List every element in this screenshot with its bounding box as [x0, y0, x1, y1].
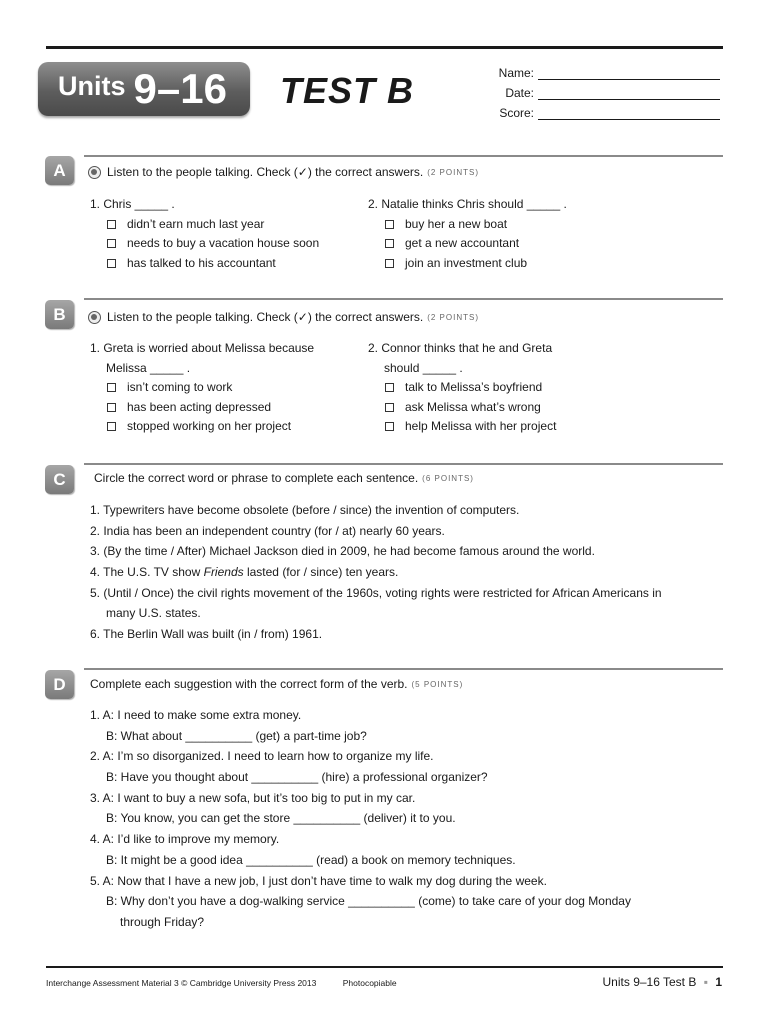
units-badge — [38, 62, 250, 116]
checkbox-icon[interactable] — [385, 220, 394, 229]
option-text: join an investment club — [405, 255, 528, 270]
section-d-rule — [84, 668, 723, 670]
section-b-instruction-text: Listen to the people talking. Check (✓) the correct answers. — [107, 310, 424, 324]
section-d-points: (5 POINTS) — [411, 679, 464, 689]
section-a-instruction-text: Listen to the people talking. Check (✓) the correct answers. — [107, 165, 424, 179]
test-title: TEST B — [280, 70, 415, 111]
dialogue-line: 3. A: I want to buy a new sofa, but it’s too big to put in my car. — [90, 790, 416, 805]
option-text: has been acting depressed — [127, 399, 272, 414]
option-text: ask Melissa what’s wrong — [405, 399, 541, 414]
dialogue-line: 5. A: Now that I have a new job, I just don’t have time to walk my dog during the week. — [90, 873, 547, 888]
answer-option[interactable] — [368, 378, 556, 398]
checkbox-icon[interactable] — [107, 259, 116, 268]
section-a-question-2 — [368, 195, 567, 273]
answer-option[interactable] — [90, 215, 319, 235]
question-stem: 2. Connor thinks that he and Greta — [368, 341, 553, 355]
checkbox-icon[interactable] — [107, 422, 116, 431]
section-d-instruction-text: Complete each suggestion with the correct form of the verb. — [90, 677, 408, 691]
answer-option[interactable] — [90, 378, 314, 398]
question-stem-continued: Melissa _____ . — [106, 360, 191, 375]
checkbox-icon[interactable] — [385, 383, 394, 392]
audio-icon[interactable] — [88, 166, 101, 179]
section-c-points: (6 POINTS) — [422, 473, 474, 483]
dialogue-line-continued: through Friday? — [120, 914, 205, 929]
question-stem: 2. Natalie thinks Chris should _____ . — [368, 197, 567, 211]
section-a-badge: A — [45, 156, 74, 185]
name-field[interactable] — [538, 67, 720, 80]
dialogue-line: B: You know, you can get the store __________ (deliver) it to you. — [106, 811, 456, 826]
section-d-items — [90, 705, 631, 933]
dialogue-line: 1. A: I need to make some extra money. — [90, 708, 302, 722]
dialogue-line: B: Why don’t you have a dog-walking service __________ (come) to take care of your dog Monday — [106, 894, 631, 909]
section-b-rule — [84, 298, 723, 300]
option-text: needs to buy a vacation house soon — [127, 236, 320, 250]
checkbox-icon[interactable] — [385, 239, 394, 248]
answer-option[interactable] — [368, 417, 556, 437]
list-item: 5. (Until / Once) the civil rights movement of the 1960s, voting rights were restricted for African Americans in — [90, 585, 662, 600]
checkbox-icon[interactable] — [385, 403, 394, 412]
footer-page-info — [603, 975, 722, 989]
option-text: isn’t coming to work — [127, 380, 233, 394]
copyright-text: Interchange Assessment Material 3 © Cambridge University Press 2013 — [46, 978, 317, 988]
list-item-continued: many U.S. states. — [106, 606, 201, 621]
page-label: Units 9–16 Test B — [602, 975, 697, 989]
name-row — [470, 60, 720, 80]
answer-option[interactable] — [368, 254, 567, 274]
option-text: buy her a new boat — [405, 216, 508, 231]
section-a-rule — [84, 155, 723, 157]
checkbox-icon[interactable] — [385, 259, 394, 268]
answer-option[interactable] — [90, 254, 319, 274]
section-d-badge: D — [45, 670, 74, 699]
list-item: 6. The Berlin Wall was built (in / from) 1961. — [90, 627, 323, 642]
units-range: 9–16 — [133, 65, 227, 112]
section-b-question-2 — [368, 339, 556, 437]
checkbox-icon[interactable] — [385, 422, 394, 431]
section-a-question-1 — [90, 195, 319, 273]
option-text: didn’t earn much last year — [127, 216, 265, 231]
list-item — [90, 562, 662, 583]
answer-option[interactable] — [368, 398, 556, 418]
option-text: help Melissa with her project — [405, 419, 557, 433]
page-number: 1 — [715, 975, 722, 989]
units-word: Units — [58, 70, 126, 101]
checkbox-icon[interactable] — [107, 383, 116, 392]
list-item: 2. India has been an independent country (for / at) nearly 60 years. — [90, 523, 445, 538]
dialogue-line: 4. A: I’d like to improve my memory. — [90, 832, 280, 847]
checkbox-icon[interactable] — [107, 403, 116, 412]
footer-rule — [46, 966, 723, 968]
question-stem-continued: should _____ . — [384, 360, 463, 375]
section-b-badge: B — [45, 300, 74, 329]
dialogue-line: B: It might be a good idea __________ (read) a book on memory techniques. — [106, 852, 516, 867]
option-text: stopped working on her project — [127, 419, 292, 433]
section-a-points: (2 POINTS) — [427, 167, 479, 177]
top-rule — [46, 46, 723, 49]
student-info-block — [470, 60, 720, 120]
score-row — [470, 100, 720, 120]
section-b-points: (2 POINTS) — [427, 312, 479, 322]
checkbox-icon[interactable] — [107, 239, 116, 248]
list-item: 3. (By the time / After) Michael Jackson died in 2009, he had become famous around the world. — [90, 544, 595, 559]
answer-option[interactable] — [90, 234, 319, 254]
option-text: get a new accountant — [405, 236, 520, 250]
answer-option[interactable] — [368, 234, 567, 254]
list-item-part: 4. The U.S. TV show — [90, 565, 204, 580]
score-label: Score: — [499, 106, 534, 120]
bullet-icon: ▪ — [703, 975, 708, 989]
section-c-badge: C — [45, 465, 74, 494]
list-item-part: lasted (for / since) ten years. — [243, 565, 399, 580]
date-field[interactable] — [538, 87, 720, 100]
checkbox-icon[interactable] — [107, 220, 116, 229]
section-b-instruction — [88, 310, 479, 324]
list-item: 1. Typewriters have become obsolete (before / since) the invention of computers. — [90, 503, 520, 517]
section-d-instruction — [90, 677, 463, 691]
dialogue-line: B: What about __________ (get) a part-time job? — [106, 728, 367, 743]
tv-show-title: Friends — [203, 565, 244, 580]
dialogue-line: 2. A: I’m so disorganized. I need to learn how to organize my life. — [90, 749, 434, 764]
answer-option[interactable] — [368, 215, 567, 235]
section-c-instruction — [94, 471, 474, 485]
date-label: Date: — [505, 86, 534, 100]
section-c-instruction-text: Circle the correct word or phrase to complete each sentence. — [94, 471, 419, 485]
question-stem: 1. Greta is worried about Melissa because — [90, 341, 315, 355]
option-text: talk to Melissa’s boyfriend — [405, 380, 543, 394]
section-c-items — [90, 500, 662, 645]
score-field[interactable] — [538, 107, 720, 120]
footer-copyright — [46, 978, 397, 988]
audio-icon[interactable] — [88, 311, 101, 324]
answer-option[interactable] — [90, 398, 314, 418]
option-text: has talked to his accountant — [127, 255, 276, 270]
answer-option[interactable] — [90, 417, 314, 437]
name-label: Name: — [498, 66, 534, 80]
dialogue-line: B: Have you thought about __________ (hire) a professional organizer? — [106, 770, 488, 785]
photocopiable-text: Photocopiable — [342, 978, 397, 988]
date-row — [470, 80, 720, 100]
section-c-rule — [84, 463, 723, 465]
section-a-instruction — [88, 165, 479, 179]
question-stem: 1. Chris _____ . — [90, 197, 175, 211]
section-b-question-1 — [90, 339, 314, 437]
